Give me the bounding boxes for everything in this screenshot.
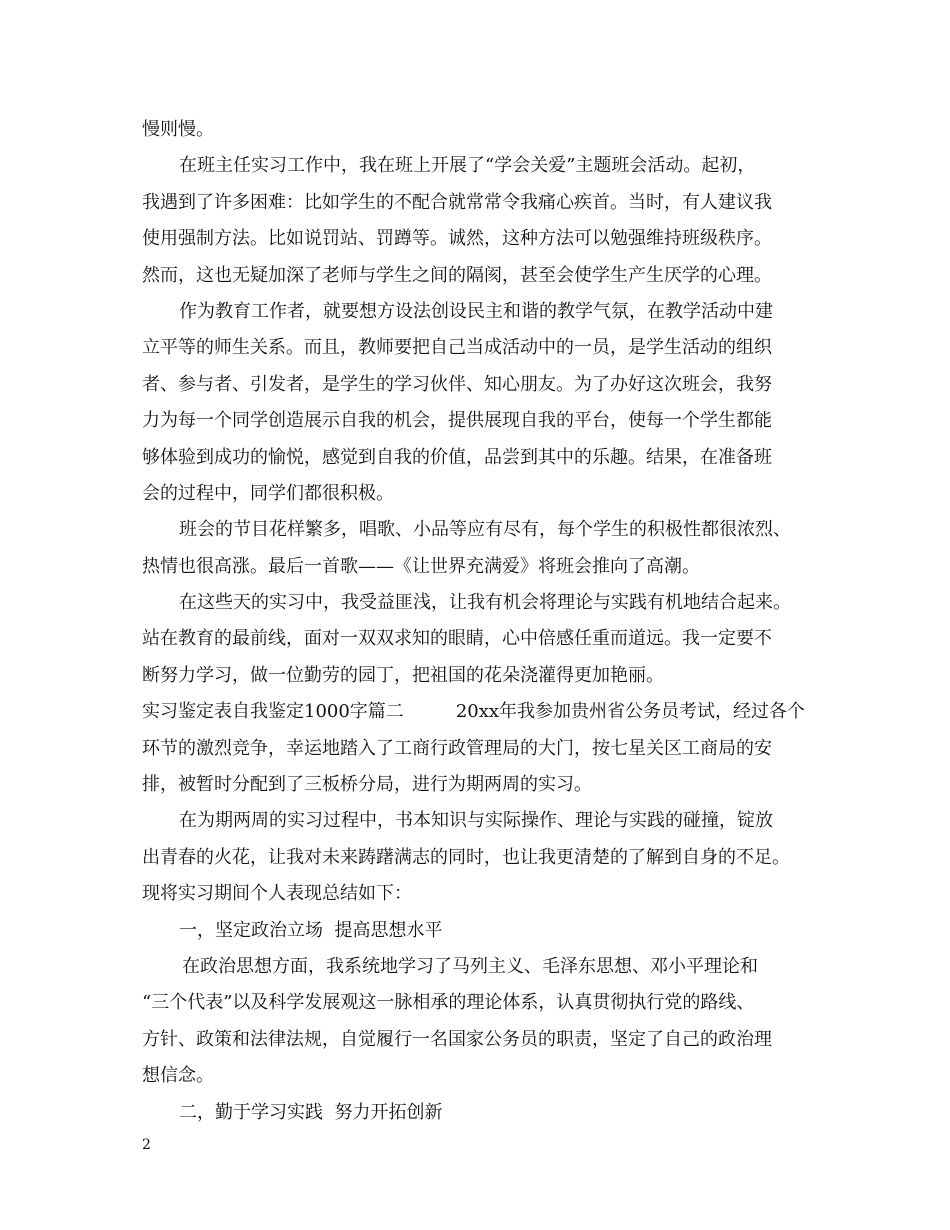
text-line: 在为期两周的实习过程中，书本知识与实际操作、理论与实践的碰撞，锭放 [179, 810, 773, 832]
text-line: 热情也很高涨。最后一首歌——《让世界充满爱》将班会推向了高潮。 [142, 555, 700, 577]
text-line: 方针、政策和法律法规，自觉履行一名国家公务员的职责，坚定了自己的政治理 [142, 1028, 772, 1050]
text-line: 在政治思想方面，我系统地学习了马列主义、毛泽东思想、邓小平理论和 [182, 955, 758, 977]
text-line: 立平等的师生关系。而且，教师要把自己当成活动中的一员，是学生活动的组织 [142, 337, 772, 359]
text-line: 现将实习期间个人表现总结如下： [142, 883, 412, 905]
text-line: 想信念。 [142, 1065, 214, 1087]
text-line: 然而，这也无疑加深了老师与学生之间的隔阂，甚至会使学生产生厌学的心理。 [142, 264, 772, 286]
text-line: 够体验到成功的愉悦，感觉到自我的价值，品尝到其中的乐趣。结果，在准备班 [142, 446, 772, 468]
text-line: 站在教育的最前线，面对一双双求知的眼睛，心中倍感任重而道远。我一定要不 [142, 628, 772, 650]
page-number: 2 [142, 1137, 151, 1153]
text-line: 力为每一个同学创造展示自我的机会，提供展现自我的平台，使每一个学生都能 [142, 410, 772, 432]
text-line: 作为教育工作者，就要想方设法创设民主和谐的教学气氛，在教学活动中建 [179, 300, 773, 322]
text-line: 环节的激烈竞争，幸运地踏入了工商行政管理局的大门，按七星关区工商局的安 [142, 737, 772, 759]
document-body [142, 112, 818, 1131]
text-line: 班会的节目花样繁多，唱歌、小品等应有尽有，每个学生的积极性都很浓烈、 [179, 519, 791, 541]
subheading-2: 二，勤于学习实践 努力开拓创新 [179, 1101, 443, 1123]
text-line: 断努力学习，做一位勤劳的园丁，把祖国的花朵浇灌得更加艳丽。 [142, 664, 664, 686]
text-line: “三个代表”以及科学发展观这一脉相承的理论体系，认真贯彻执行党的路线、 [142, 992, 755, 1014]
text-line: 者、参与者、引发者，是学生的学习伙伴、知心朋友。为了办好这次班会，我努 [142, 373, 772, 395]
text-line: 慢则慢。 [142, 119, 214, 140]
section-heading: 实习鉴定表自我鉴定1000字篇二 [142, 701, 404, 723]
text-line: 使用强制方法。比如说罚站、罚蹲等。诚然，这种方法可以勉强维持班级秩序。 [142, 228, 772, 250]
text-line: 排，被暂时分配到了三板桥分局，进行为期两周的实习。 [142, 774, 592, 796]
subheading-1: 一，坚定政治立场 提高思想水平 [179, 919, 443, 941]
text-line: 在班主任实习工作中，我在班上开展了“学会关爱”主题班会活动。起初， [179, 155, 756, 177]
section-heading-line [142, 694, 818, 730]
text-line: 会的过程中，同学们都很积极。 [142, 482, 394, 504]
text-line: 在这些天的实习中，我受益匪浅，让我有机会将理论与实践有机地结合起来。 [179, 592, 791, 614]
section-intro-text: 20xx年我参加贵州省公务员考试，经过各个 [455, 701, 806, 723]
text-line: 出青春的火花，让我对未来踌躇满志的同时，也让我更清楚的了解到自身的不足。 [142, 846, 790, 868]
text-line: 我遇到了许多困难：比如学生的不配合就常常令我痛心疾首。当时，有人建议我 [142, 191, 772, 213]
